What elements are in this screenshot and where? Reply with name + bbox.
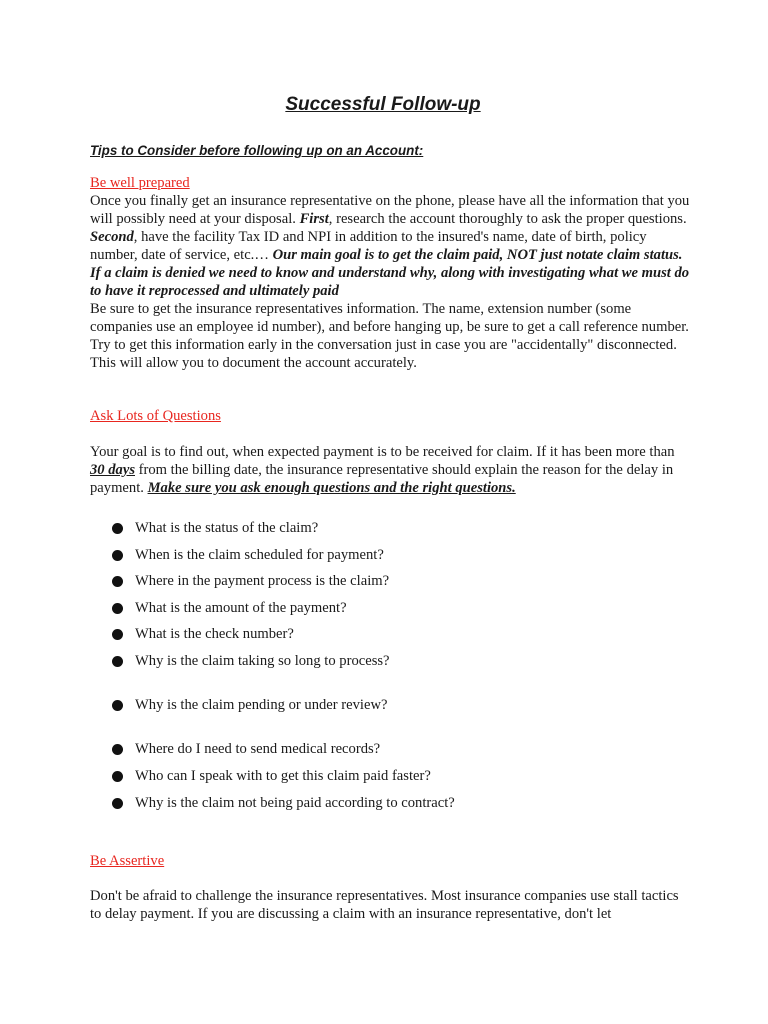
section-heading: Be Assertive [90,853,165,869]
bullet-icon [112,771,123,782]
bullet-icon [112,603,123,614]
text-run: , research the account thoroughly to ask the proper questions. [328,211,687,227]
list-item-text: Where in the payment process is the claim? [135,573,390,589]
bullet-icon [112,576,123,587]
bullet-icon [112,523,123,534]
list-item-text: Why is the claim taking so long to process? [135,653,390,669]
text-run: from the billing date, the insurance representative should explain the reason for the delay in payment. [90,462,674,496]
list-item-text: Why is the claim not being paid according to contract? [135,795,455,811]
emphasis-first: First [299,211,329,227]
list-item-text: What is the check number? [135,626,294,642]
section-be-well-prepared [90,174,690,372]
list-item-text: Where do I need to send medical records? [135,741,381,757]
section-heading: Ask Lots of Questions [90,408,221,424]
assertive-paragraph-wrap [90,887,690,923]
tips-subheading: Tips to Consider before following up on an Account: [90,143,424,158]
questions-intro [90,443,690,497]
page-title: Successful Follow-up [285,94,481,115]
bullet-icon [112,550,123,561]
section-ask-questions [90,407,690,425]
section-be-assertive [90,852,690,870]
section-heading: Be well prepared [90,175,190,191]
prepared-paragraph-1 [90,192,690,300]
bullet-icon [112,629,123,640]
main-goal-statement: Our main goal is to get the claim paid, NOT just notate claim status. If a claim is denied we need to know and understand why, along with investigating what we must do to have it reprocessed and ultimately paid [90,247,690,299]
list-item-text: Who can I speak with to get this claim paid faster? [135,768,431,784]
text-run: Once you finally get an insurance representative on the phone, please have all the information that you will possibly need at your disposal. [90,193,690,227]
bullet-icon [112,700,123,711]
prepared-paragraph-3: Try to get this information early in the conversation just in case you are "accidentally" disconnected. This will allow you to document the account accurately. [90,337,677,371]
prepared-paragraph-2: Be sure to get the insurance representatives information. The name, extension number (some companies use an employee id number), and before hanging up, be sure to get a call reference number. [90,301,689,335]
list-item-text: What is the amount of the payment? [135,600,347,616]
text-run: Your goal is to find out, when expected payment is to be received for claim. If it has been more than [90,444,675,460]
bullet-icon [112,656,123,667]
questions-paragraph [90,443,690,497]
list-item-text: When is the claim scheduled for payment? [135,547,384,563]
list-item-text: Why is the claim pending or under review? [135,697,388,713]
emphasis-second: Second [90,229,134,245]
bullet-icon [112,744,123,755]
list-item-text: What is the status of the claim? [135,520,319,536]
bullet-icon [112,798,123,809]
text-run: , have the facility Tax ID and NPI in addition to the insured's name, date of birth, policy number, date of service, etc.… [90,229,647,263]
emphasis-30-days: 30 days [90,462,135,478]
assertive-paragraph: Don't be afraid to challenge the insurance representatives. Most insurance companies use stall tactics to delay payment. If you are discussing a claim with an insurance representative, don't let [90,888,679,922]
emphasis-right-questions: Make sure you ask enough questions and the right questions. [147,480,516,496]
